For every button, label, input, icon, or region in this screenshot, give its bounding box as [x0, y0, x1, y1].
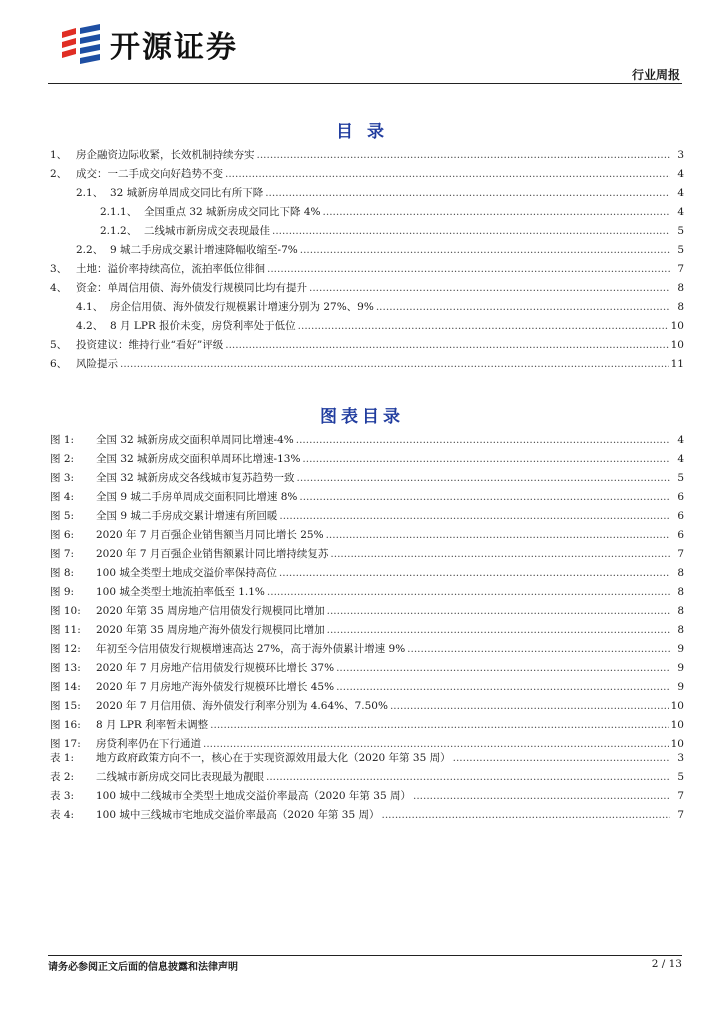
entry-page-number: 3: [677, 752, 684, 764]
company-logo: [60, 20, 238, 68]
entry-page-number: 5: [677, 225, 684, 237]
table-toc-entry[interactable]: [50, 768, 684, 787]
entry-page-number: 3: [677, 149, 684, 161]
entry-title: 8 月 LPR 报价未变，房贷利率处于低位: [110, 320, 296, 332]
footer-divider: [48, 955, 682, 956]
tables-toc-list: [50, 749, 684, 825]
toc-title: 目 录: [336, 122, 388, 142]
entry-page-number: 9: [677, 662, 684, 674]
entry-page-number: 7: [677, 809, 684, 821]
entry-page-number: 4: [677, 453, 684, 465]
entry-page-number: 4: [677, 187, 684, 199]
entry-title: 全国 32 城新房成交面积单周环比增速-13%: [96, 453, 301, 465]
dot-leader: [298, 317, 669, 336]
entry-number: 图 6:: [50, 529, 75, 541]
figure-toc-entry[interactable]: [50, 469, 684, 488]
entry-number: 2.2、: [76, 244, 104, 256]
entry-number: 图 14:: [50, 681, 81, 693]
entry-title: 100 城全类型土地流拍率低至 1.1%: [96, 586, 265, 598]
kaiyuan-logo-icon: [60, 24, 104, 64]
dot-leader: [120, 355, 669, 374]
entry-title: 全国 9 城二手房成交累计增速有所回暖: [96, 510, 278, 522]
entry-number: 2.1.1、: [100, 206, 138, 218]
entry-title: 投资建议：维持行业“看好”评级: [76, 339, 224, 351]
toc-entry[interactable]: [50, 336, 684, 355]
entry-number: 4.1、: [76, 301, 104, 313]
entry-number: 图 15:: [50, 700, 81, 712]
entry-number: 2、: [50, 168, 68, 180]
entry-number: 图 5:: [50, 510, 75, 522]
dot-leader: [279, 507, 670, 526]
dot-leader: [299, 488, 670, 507]
dot-leader: [257, 146, 671, 165]
dot-leader: [267, 260, 670, 279]
toc-entry[interactable]: [50, 355, 684, 374]
entry-page-number: 10: [670, 738, 684, 750]
entry-page-number: 9: [677, 643, 684, 655]
dot-leader: [390, 697, 669, 716]
entry-title: 全国 32 城新房成交各线城市复苏趋势一致: [96, 472, 295, 484]
dot-leader: [323, 203, 670, 222]
dot-leader: [296, 431, 670, 450]
entry-page-number: 9: [677, 681, 684, 693]
dot-leader: [453, 749, 670, 768]
entry-page-number: 8: [677, 567, 684, 579]
toc-entry[interactable]: [50, 165, 684, 184]
dot-leader: [407, 640, 670, 659]
entry-page-number: 10: [670, 339, 684, 351]
page-header: [48, 16, 682, 82]
entry-title: 全国 9 城二手房单周成交面积同比增速 8%: [96, 491, 298, 503]
entry-page-number: 5: [677, 771, 684, 783]
figure-toc-entry[interactable]: [50, 431, 684, 450]
disclaimer-text: 请务必参阅正文后面的信息披露和法律声明: [48, 962, 238, 973]
entry-title: 资金：单周信用债、海外债发行规模同比均有提升: [76, 282, 307, 294]
table-toc-entry[interactable]: [50, 749, 684, 768]
figure-toc-entry[interactable]: [50, 640, 684, 659]
toc-entry[interactable]: [50, 146, 684, 165]
toc-entry[interactable]: [50, 241, 684, 260]
entry-page-number: 10: [670, 320, 684, 332]
entry-page-number: 4: [677, 206, 684, 218]
entry-title: 100 城中三线城市宅地成交溢价率最高（2020 年第 35 周）: [96, 809, 380, 821]
toc-list: [50, 146, 684, 374]
entry-title: 二线城市新房成交表现最佳: [144, 225, 270, 237]
toc-entry[interactable]: [50, 298, 684, 317]
dot-leader: [266, 768, 670, 787]
dot-leader: [265, 184, 670, 203]
dot-leader: [210, 716, 668, 735]
dot-leader: [297, 469, 670, 488]
entry-title: 2020 年第 35 周房地产海外债发行规模同比增加: [96, 624, 325, 636]
entry-title: 风险提示: [76, 358, 118, 370]
dot-leader: [225, 165, 670, 184]
toc-entry[interactable]: [50, 184, 684, 203]
entry-page-number: 5: [677, 472, 684, 484]
entry-title: 全国重点 32 城新房成交同比下降 4%: [144, 206, 321, 218]
entry-page-number: 11: [670, 358, 684, 370]
entry-title: 全国 32 城新房成交面积单周同比增速-4%: [96, 434, 294, 446]
entry-page-number: 7: [677, 548, 684, 560]
page-number: 2 / 13: [651, 958, 682, 970]
entry-number: 图 10:: [50, 605, 81, 617]
figure-toc-entry[interactable]: [50, 621, 684, 640]
entry-number: 2.1、: [76, 187, 104, 199]
entry-number: 图 16:: [50, 719, 81, 731]
entry-title: 年初至今信用债发行规模增速高达 27%，高于海外债累计增速 9%: [96, 643, 406, 655]
entry-number: 表 4:: [50, 809, 75, 821]
entry-number: 图 9:: [50, 586, 75, 598]
figure-toc-entry[interactable]: [50, 716, 684, 735]
entry-title: 房企信用债、海外债发行规模累计增速分别为 27%、9%: [110, 301, 374, 313]
header-divider: [48, 83, 682, 84]
dot-leader: [326, 526, 670, 545]
entry-page-number: 8: [677, 605, 684, 617]
entry-number: 图 13:: [50, 662, 81, 674]
entry-title: 32 城新房单周成交同比有所下降: [110, 187, 264, 199]
table-toc-entry[interactable]: [50, 806, 684, 825]
dot-leader: [300, 241, 670, 260]
entry-page-number: 6: [677, 491, 684, 503]
dot-leader: [309, 279, 670, 298]
entry-page-number: 4: [677, 434, 684, 446]
entry-page-number: 6: [677, 510, 684, 522]
entry-page-number: 10: [670, 700, 684, 712]
company-name: 开源证券: [110, 30, 238, 65]
entry-title: 100 城中二线城市全类型土地成交溢价率最高（2020 年第 35 周）: [96, 790, 411, 802]
entry-title: 8 月 LPR 利率暂未调整: [96, 719, 209, 731]
toc-entry[interactable]: [50, 203, 684, 222]
dot-leader: [330, 545, 670, 564]
figure-toc-entry[interactable]: [50, 564, 684, 583]
entry-title: 二线城市新房成交同比表现最为靓眼: [96, 771, 264, 783]
entry-number: 图 11:: [50, 624, 81, 636]
entry-number: 表 1:: [50, 752, 75, 764]
dot-leader: [272, 222, 670, 241]
entry-page-number: 7: [677, 263, 684, 275]
entry-number: 图 1:: [50, 434, 75, 446]
figure-toc-entry[interactable]: [50, 659, 684, 678]
entry-number: 图 17:: [50, 738, 81, 750]
entry-title: 2020 年 7 月房地产信用债发行规模环比增长 37%: [96, 662, 335, 674]
dot-leader: [336, 678, 670, 697]
entry-number: 4.2、: [76, 320, 104, 332]
figure-toc-entry[interactable]: [50, 678, 684, 697]
entry-number: 图 4:: [50, 491, 75, 503]
entry-page-number: 6: [677, 529, 684, 541]
entry-title: 房贷利率仍在下行通道: [96, 738, 201, 750]
entry-number: 1、: [50, 149, 68, 161]
dot-leader: [327, 621, 670, 640]
figure-toc-entry[interactable]: [50, 602, 684, 621]
entry-number: 3、: [50, 263, 68, 275]
dot-leader: [413, 787, 670, 806]
entry-title: 土地：溢价率持续高位，流拍率低位徘徊: [76, 263, 265, 275]
entry-number: 表 3:: [50, 790, 75, 802]
entry-number: 图 8:: [50, 567, 75, 579]
entry-title: 地方政府政策方向不一，核心在于实现资源效用最大化（2020 年第 35 周）: [96, 752, 451, 764]
entry-title: 房企融资边际收紧，长效机制持续夯实: [76, 149, 255, 161]
entry-page-number: 10: [670, 719, 684, 731]
entry-page-number: 7: [677, 790, 684, 802]
figure-toc-entry[interactable]: [50, 583, 684, 602]
figure-toc-entry[interactable]: [50, 545, 684, 564]
dot-leader: [336, 659, 670, 678]
figure-toc-entry[interactable]: [50, 697, 684, 716]
entry-title: 2020 年 7 月百强企业销售额累计同比增持续复苏: [96, 548, 329, 560]
entry-page-number: 8: [677, 586, 684, 598]
dot-leader: [376, 298, 670, 317]
entry-number: 图 12:: [50, 643, 81, 655]
toc-entry[interactable]: [50, 222, 684, 241]
toc-entry[interactable]: [50, 279, 684, 298]
entry-title: 100 城全类型土地成交溢价率保持高位: [96, 567, 277, 579]
entry-number: 6、: [50, 358, 68, 370]
entry-number: 图 2:: [50, 453, 75, 465]
figures-toc-list: [50, 431, 684, 754]
entry-page-number: 4: [677, 168, 684, 180]
figure-toc-entry[interactable]: [50, 488, 684, 507]
entry-title: 2020 年 7 月房地产海外债发行规模环比增长 45%: [96, 681, 335, 693]
dot-leader: [381, 806, 670, 825]
figures-toc-title: 图表目录: [320, 407, 404, 427]
entry-page-number: 8: [677, 624, 684, 636]
entry-number: 5、: [50, 339, 68, 351]
entry-page-number: 5: [677, 244, 684, 256]
toc-entry[interactable]: [50, 317, 684, 336]
figure-toc-entry[interactable]: [50, 507, 684, 526]
entry-title: 9 城二手房成交累计增速降幅收缩至-7%: [110, 244, 298, 256]
entry-title: 2020 年 7 月信用债、海外债发行利率分别为 4.64%、7.50%: [96, 700, 388, 712]
table-toc-entry[interactable]: [50, 787, 684, 806]
entry-page-number: 8: [677, 301, 684, 313]
entry-page-number: 8: [677, 282, 684, 294]
dot-leader: [327, 602, 670, 621]
entry-number: 图 3:: [50, 472, 75, 484]
toc-entry[interactable]: [50, 260, 684, 279]
entry-number: 图 7:: [50, 548, 75, 560]
entry-number: 2.1.2、: [100, 225, 138, 237]
entry-number: 表 2:: [50, 771, 75, 783]
entry-title: 2020 年 7 月百强企业销售额当月同比增长 25%: [96, 529, 324, 541]
figure-toc-entry[interactable]: [50, 450, 684, 469]
entry-number: 4、: [50, 282, 68, 294]
entry-title: 2020 年第 35 周房地产信用债发行规模同比增加: [96, 605, 325, 617]
dot-leader: [225, 336, 668, 355]
dot-leader: [302, 450, 670, 469]
dot-leader: [279, 564, 670, 583]
dot-leader: [267, 583, 670, 602]
entry-title: 成交：一二手成交向好趋势不变: [76, 168, 223, 180]
report-type-label: 行业周报: [631, 68, 680, 82]
figure-toc-entry[interactable]: [50, 526, 684, 545]
